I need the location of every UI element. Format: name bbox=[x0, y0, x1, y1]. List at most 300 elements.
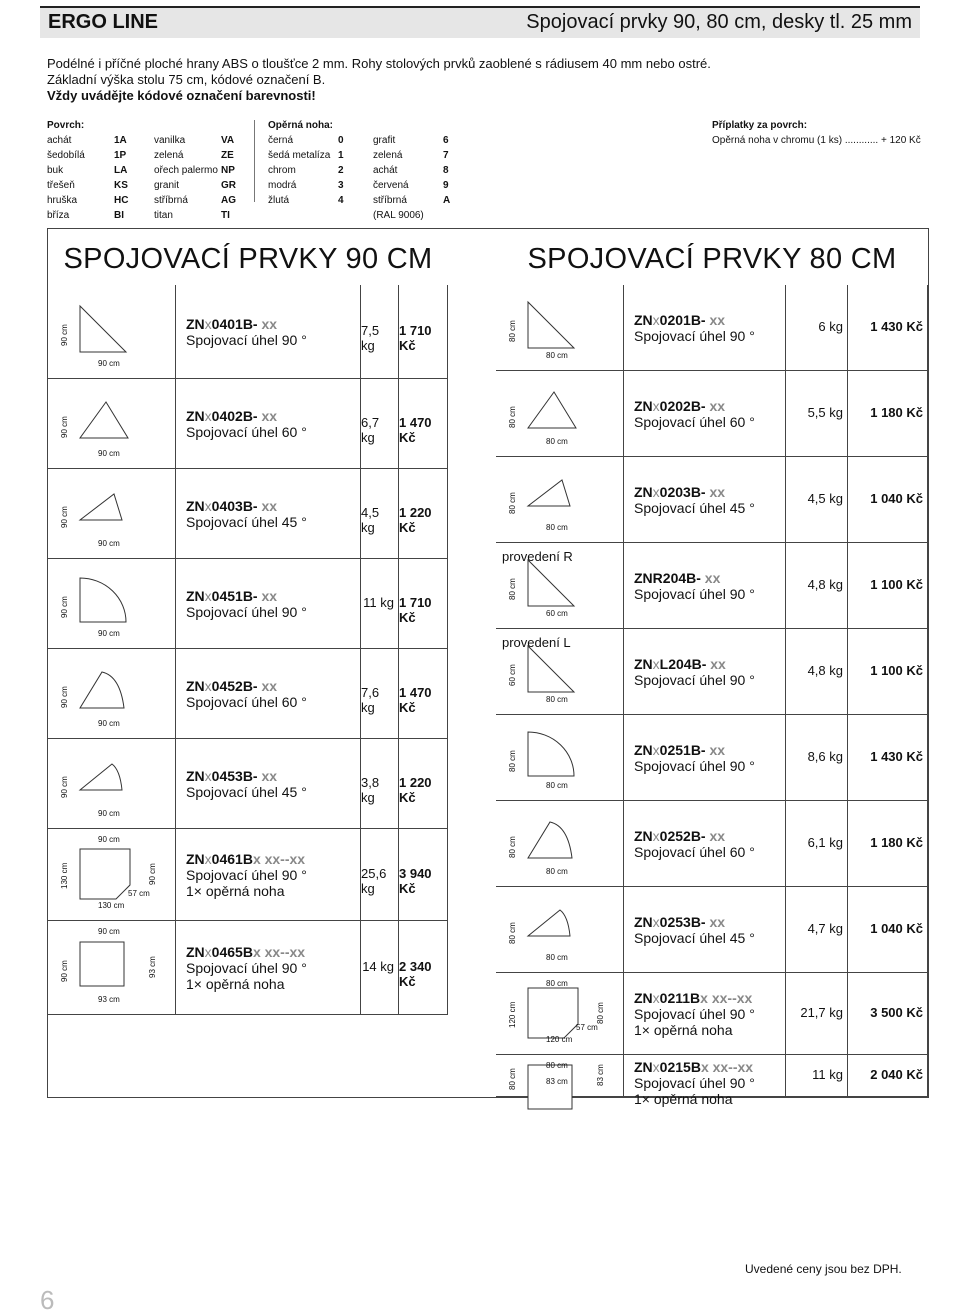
dimension-label: 130 cm bbox=[98, 901, 125, 910]
dimension-label: 83 cm bbox=[546, 1077, 568, 1086]
left-weight: 7,6 kg bbox=[361, 685, 380, 715]
right-product-code bbox=[634, 990, 755, 1038]
color-name: granit bbox=[154, 180, 180, 191]
right-weight: 8,6 kg bbox=[807, 749, 843, 764]
color-name: buk bbox=[47, 165, 64, 176]
surcharge-block bbox=[712, 118, 921, 148]
left-price: 1 220 Kč bbox=[399, 505, 432, 535]
code-variant: x bbox=[204, 678, 212, 694]
right-cell bbox=[848, 715, 928, 801]
dimension-label: 90 cm bbox=[98, 449, 120, 458]
dimension-label: 90 cm bbox=[98, 719, 120, 728]
dimension-label: 90 cm bbox=[60, 596, 69, 618]
right-cell bbox=[848, 1055, 928, 1097]
code-number: 0251B- bbox=[659, 742, 706, 758]
right-price: 3 500 Kč bbox=[870, 1005, 923, 1020]
leg-block bbox=[268, 118, 453, 223]
left-cell bbox=[176, 649, 361, 739]
right-price: 1 100 Kč bbox=[870, 577, 923, 592]
code-suffix: xx bbox=[257, 678, 278, 694]
code-prefix: ZN bbox=[186, 851, 205, 867]
right-cell bbox=[496, 457, 624, 543]
code-variant: x bbox=[652, 484, 660, 500]
code-variant: x bbox=[652, 656, 660, 672]
left-cell bbox=[176, 469, 361, 559]
price-list-row bbox=[47, 178, 251, 193]
code-line bbox=[634, 570, 755, 586]
code-line bbox=[186, 851, 307, 867]
color-name: černá bbox=[268, 135, 294, 146]
left-cell bbox=[399, 285, 448, 379]
product-description: Spojovací úhel 90 ° bbox=[186, 867, 307, 883]
tri90-shape-icon bbox=[76, 302, 146, 364]
dimension-label: 80 cm bbox=[546, 781, 568, 790]
color-name: ořech palermo bbox=[154, 165, 218, 176]
left-cell bbox=[361, 921, 399, 1015]
left-price: 1 220 Kč bbox=[399, 775, 432, 805]
left-price: 1 710 Kč bbox=[399, 323, 432, 353]
price-list-row bbox=[47, 163, 251, 178]
dimension-label: 90 cm bbox=[60, 506, 69, 528]
code-suffix: xx bbox=[257, 498, 278, 514]
product-extra: 1× opěrná noha bbox=[186, 976, 285, 992]
dimension-label: 90 cm bbox=[98, 629, 120, 638]
surface-title: Povrch: bbox=[47, 120, 85, 131]
sqr-shape-icon bbox=[524, 1061, 594, 1123]
right-cell bbox=[496, 801, 624, 887]
left-cell bbox=[361, 739, 399, 829]
left-cell bbox=[399, 559, 448, 649]
code-suffix: xx bbox=[705, 914, 726, 930]
product-extra: 1× opěrná noha bbox=[634, 1091, 733, 1107]
left-price: 1 470 Kč bbox=[399, 415, 432, 445]
code-number: 0202B- bbox=[659, 398, 706, 414]
left-cell bbox=[48, 469, 176, 559]
code-number: 0453B- bbox=[211, 768, 258, 784]
code-variant: x bbox=[652, 914, 660, 930]
color-name: vanilka bbox=[154, 135, 186, 146]
left-product-code bbox=[186, 768, 307, 800]
code-variant: x bbox=[204, 588, 212, 604]
right-cell bbox=[786, 715, 848, 801]
code-suffix: xx bbox=[705, 828, 726, 844]
code-suffix: xx bbox=[257, 408, 278, 424]
code-prefix: ZN bbox=[634, 312, 653, 328]
code-prefix: ZN bbox=[186, 678, 205, 694]
code-line bbox=[186, 316, 307, 332]
color-name: třešeň bbox=[47, 180, 75, 191]
variant-label: provedení L bbox=[502, 635, 571, 650]
right-cell bbox=[786, 543, 848, 629]
right-weight: 6,1 kg bbox=[807, 835, 843, 850]
left-cell bbox=[176, 921, 361, 1015]
right-cell bbox=[786, 457, 848, 543]
code-suffix: xx bbox=[706, 656, 726, 672]
code-prefix: ZN bbox=[634, 914, 653, 930]
color-name bbox=[268, 208, 338, 223]
right-product-code bbox=[634, 570, 755, 602]
dimension-label: 90 cm bbox=[60, 686, 69, 708]
code-line bbox=[186, 588, 307, 604]
left-weight: 7,5 kg bbox=[361, 323, 380, 353]
leg-table bbox=[268, 133, 453, 223]
dimension-label: 120 cm bbox=[546, 1035, 573, 1044]
section-title-80: SPOJOVACÍ PRVKY 80 CM bbox=[527, 243, 897, 275]
left-cell bbox=[361, 829, 399, 921]
left-cell bbox=[48, 285, 176, 379]
right-cell bbox=[624, 457, 786, 543]
code-variant: x bbox=[652, 990, 660, 1006]
right-weight: 6 kg bbox=[818, 319, 843, 334]
code-prefix: ZN bbox=[634, 828, 653, 844]
right-cell bbox=[848, 629, 928, 715]
product-description: Spojovací úhel 90 ° bbox=[186, 960, 307, 976]
right-cell bbox=[496, 1055, 624, 1097]
code-number: 0253B- bbox=[659, 914, 706, 930]
left-cell bbox=[176, 285, 361, 379]
code-variant: x bbox=[204, 851, 212, 867]
right-cell bbox=[624, 629, 786, 715]
right-cell bbox=[624, 371, 786, 457]
dimension-label: 80 cm bbox=[596, 1002, 605, 1024]
color-code: 7 bbox=[443, 150, 449, 161]
right-product-code bbox=[634, 398, 755, 430]
color-name: (RAL 9006) bbox=[373, 210, 424, 221]
dimension-label: 80 cm bbox=[546, 867, 568, 876]
code-prefix: ZN bbox=[186, 768, 205, 784]
code-line bbox=[634, 312, 755, 328]
code-number: 0401B- bbox=[211, 316, 258, 332]
left-price: 1 710 Kč bbox=[399, 595, 432, 625]
code-number: 0203B- bbox=[659, 484, 706, 500]
footer-note: Uvedené ceny jsou bez DPH. bbox=[745, 1262, 902, 1276]
right-weight: 4,8 kg bbox=[807, 577, 843, 592]
page-number: 6 bbox=[40, 1285, 55, 1315]
dimension-label: 57 cm bbox=[576, 1023, 598, 1032]
color-name: šedobílá bbox=[47, 150, 85, 161]
product-description: Spojovací úhel 45 ° bbox=[186, 784, 307, 800]
code-prefix: ZN bbox=[186, 944, 205, 960]
code-number: L204B- bbox=[659, 656, 707, 672]
price-list-row bbox=[47, 193, 251, 208]
dimension-label: 90 cm bbox=[148, 863, 157, 885]
color-name: chrom bbox=[268, 165, 296, 176]
code-line bbox=[186, 944, 307, 960]
color-code: 1A bbox=[114, 135, 127, 146]
code-suffix: xx bbox=[257, 588, 278, 604]
color-code: ZE bbox=[221, 150, 234, 161]
variant-label: provedení R bbox=[502, 549, 573, 564]
color-name: šedá metalíza bbox=[268, 150, 331, 161]
code-variant: x bbox=[204, 408, 212, 424]
code-number: 0452B- bbox=[211, 678, 258, 694]
code-line bbox=[634, 828, 755, 844]
color-code: TI bbox=[221, 210, 230, 221]
left-cell bbox=[361, 285, 399, 379]
left-cell bbox=[361, 649, 399, 739]
left-cell bbox=[399, 649, 448, 739]
code-line bbox=[634, 742, 755, 758]
dimension-label: 90 cm bbox=[60, 960, 69, 982]
price-list-row bbox=[268, 133, 453, 148]
code-suffix: x xx--xx bbox=[252, 851, 306, 867]
price-list-row bbox=[268, 163, 453, 178]
dimension-label: 80 cm bbox=[508, 406, 517, 428]
right-cell bbox=[848, 285, 928, 371]
code-prefix: ZN bbox=[634, 398, 653, 414]
right-icon-wrap bbox=[524, 1061, 594, 1128]
dimension-label: 60 cm bbox=[546, 609, 568, 618]
dimension-label: 83 cm bbox=[596, 1064, 605, 1086]
dimension-label: 90 cm bbox=[98, 359, 120, 368]
code-number: R204B- bbox=[652, 570, 701, 586]
left-cell bbox=[361, 469, 399, 559]
right-product-code bbox=[634, 312, 755, 344]
code-number: 0451B- bbox=[211, 588, 258, 604]
color-name: stříbrná bbox=[154, 195, 188, 206]
price-list-row bbox=[268, 148, 453, 163]
left-cell bbox=[399, 829, 448, 921]
left-cell bbox=[48, 739, 176, 829]
color-code: HC bbox=[114, 195, 129, 206]
right-product-code bbox=[634, 742, 755, 774]
code-variant: x bbox=[204, 944, 212, 960]
code-variant: x bbox=[204, 316, 212, 332]
code-suffix: xx bbox=[257, 768, 278, 784]
right-cell bbox=[848, 801, 928, 887]
color-name: achát bbox=[373, 165, 398, 176]
right-cell bbox=[848, 973, 928, 1055]
product-extra: 1× opěrná noha bbox=[634, 1022, 733, 1038]
code-variant: x bbox=[204, 768, 212, 784]
dimension-label: 80 cm bbox=[546, 437, 568, 446]
code-prefix: ZN bbox=[634, 1059, 653, 1075]
code-suffix: x xx--xx bbox=[700, 990, 753, 1006]
dimension-label: 90 cm bbox=[98, 539, 120, 548]
dimension-label: 80 cm bbox=[546, 695, 568, 704]
code-suffix: x xx--xx bbox=[700, 1059, 754, 1075]
product-description: Spojovací úhel 90 ° bbox=[186, 332, 307, 348]
code-variant: x bbox=[652, 398, 660, 414]
right-cell bbox=[848, 887, 928, 973]
dimension-label: 93 cm bbox=[98, 995, 120, 1004]
color-code: 4 bbox=[338, 195, 344, 206]
dimension-label: 130 cm bbox=[60, 862, 69, 889]
product-description: Spojovací úhel 90 ° bbox=[634, 1006, 755, 1022]
code-prefix: ZN bbox=[634, 990, 653, 1006]
left-product-code bbox=[186, 678, 307, 710]
right-price: 1 180 Kč bbox=[870, 835, 923, 850]
product-table bbox=[47, 228, 929, 1107]
color-code: 6 bbox=[443, 135, 449, 146]
sqr-shape-icon bbox=[76, 938, 146, 1000]
code-variant: x bbox=[652, 1059, 660, 1075]
product-description: Spojovací úhel 90 ° bbox=[634, 328, 755, 344]
dimension-label: 80 cm bbox=[546, 1061, 568, 1070]
product-description: Spojovací úhel 60 ° bbox=[186, 694, 307, 710]
dimension-label: 80 cm bbox=[508, 836, 517, 858]
left-cell bbox=[48, 829, 176, 921]
left-weight: 25,6 kg bbox=[361, 866, 387, 896]
dimension-label: 80 cm bbox=[508, 320, 517, 342]
right-cell bbox=[848, 543, 928, 629]
left-cell bbox=[399, 469, 448, 559]
color-code: 0 bbox=[338, 135, 344, 146]
code-prefix: ZN bbox=[186, 316, 205, 332]
left-cell bbox=[399, 921, 448, 1015]
right-price: 1 100 Kč bbox=[870, 663, 923, 678]
right-cell bbox=[624, 715, 786, 801]
code-number: 0402B- bbox=[211, 408, 258, 424]
dimension-label: 57 cm bbox=[128, 889, 150, 898]
left-cell bbox=[48, 649, 176, 739]
right-cell bbox=[496, 973, 624, 1055]
right-product-code bbox=[634, 484, 755, 516]
code-number: 0461B bbox=[211, 851, 253, 867]
dimension-label: 80 cm bbox=[546, 953, 568, 962]
left-weight: 6,7 kg bbox=[361, 415, 380, 445]
tri60-shape-icon bbox=[76, 394, 146, 456]
dimension-label: 120 cm bbox=[508, 1001, 517, 1028]
right-price: 1 430 Kč bbox=[870, 749, 923, 764]
price-list-row bbox=[268, 208, 453, 223]
right-product-code bbox=[634, 828, 755, 860]
right-weight: 11 kg bbox=[812, 1067, 843, 1082]
price-list-row bbox=[47, 148, 251, 163]
dimension-label: 90 cm bbox=[60, 324, 69, 346]
color-name: zelená bbox=[154, 150, 184, 161]
color-code: LA bbox=[114, 165, 128, 176]
color-code bbox=[443, 208, 453, 223]
code-variant: x bbox=[204, 498, 212, 514]
dimension-label: 90 cm bbox=[98, 835, 120, 844]
color-code: BI bbox=[114, 210, 124, 221]
code-suffix: xx bbox=[705, 742, 726, 758]
code-line bbox=[634, 398, 755, 414]
code-line bbox=[186, 678, 307, 694]
arc90-shape-icon bbox=[76, 574, 146, 636]
right-cell bbox=[624, 1055, 786, 1107]
color-code: VA bbox=[221, 135, 235, 146]
dimension-label: 80 cm bbox=[546, 351, 568, 360]
dimension-label: 90 cm bbox=[60, 776, 69, 798]
right-cell bbox=[786, 1055, 848, 1097]
code-prefix: ZN bbox=[634, 570, 653, 586]
left-price: 3 940 Kč bbox=[399, 866, 432, 896]
right-product-code bbox=[634, 1059, 755, 1107]
surcharge-text: Opěrná noha v chromu (1 ks) ............ + 120 Kč bbox=[712, 135, 921, 146]
product-description: Spojovací úhel 90 ° bbox=[186, 604, 307, 620]
code-prefix: ZN bbox=[634, 742, 653, 758]
page-header bbox=[40, 6, 920, 38]
product-description: Spojovací úhel 45 ° bbox=[186, 514, 307, 530]
left-weight: 4,5 kg bbox=[361, 505, 380, 535]
dimension-label: 80 cm bbox=[546, 523, 568, 532]
right-cell bbox=[624, 973, 786, 1055]
color-code: KS bbox=[114, 180, 128, 191]
surface-table bbox=[47, 133, 251, 223]
left-weight: 11 kg bbox=[363, 595, 394, 610]
right-cell bbox=[848, 457, 928, 543]
color-name: stříbrná bbox=[373, 195, 407, 206]
dimension-label: 80 cm bbox=[508, 922, 517, 944]
product-description: Spojovací úhel 60 ° bbox=[186, 424, 307, 440]
left-cell bbox=[399, 739, 448, 829]
code-variant: x bbox=[652, 828, 660, 844]
brand-title: ERGO LINE bbox=[48, 11, 159, 33]
product-extra: 1× opěrná noha bbox=[186, 883, 285, 899]
color-name: bříza bbox=[47, 210, 70, 221]
section-title-90: SPOJOVACÍ PRVKY 90 CM bbox=[63, 243, 433, 275]
left-weight: 3,8 kg bbox=[361, 775, 380, 805]
left-product-code bbox=[186, 498, 307, 530]
left-product-code bbox=[186, 408, 307, 440]
left-cell bbox=[176, 829, 361, 921]
code-suffix: x xx--xx bbox=[252, 944, 306, 960]
color-code: NP bbox=[221, 165, 235, 176]
right-cell bbox=[496, 285, 624, 371]
code-variant: x bbox=[652, 312, 660, 328]
right-price: 1 430 Kč bbox=[870, 319, 923, 334]
color-name: zelená bbox=[373, 150, 403, 161]
right-weight: 21,7 kg bbox=[800, 1005, 843, 1020]
dimension-label: 80 cm bbox=[508, 492, 517, 514]
code-suffix: xx bbox=[705, 398, 726, 414]
right-price: 1 040 Kč bbox=[870, 921, 923, 936]
color-code: A bbox=[443, 195, 451, 206]
code-line bbox=[634, 1059, 755, 1075]
code-variant: x bbox=[652, 742, 660, 758]
code-line bbox=[186, 768, 307, 784]
right-price: 2 040 Kč bbox=[870, 1067, 923, 1082]
color-code: 1 bbox=[338, 150, 344, 161]
product-description: Spojovací úhel 60 ° bbox=[634, 414, 755, 430]
right-cell bbox=[624, 801, 786, 887]
right-cell bbox=[786, 801, 848, 887]
product-description: Spojovací úhel 90 ° bbox=[634, 1075, 755, 1091]
left-product-code bbox=[186, 851, 307, 899]
dimension-label: 60 cm bbox=[508, 664, 517, 686]
code-prefix: ZN bbox=[634, 656, 653, 672]
code-suffix: xx bbox=[705, 484, 726, 500]
right-cell bbox=[624, 887, 786, 973]
code-number: 0252B- bbox=[659, 828, 706, 844]
code-line bbox=[634, 914, 755, 930]
code-prefix: ZN bbox=[186, 588, 205, 604]
code-number: 0215B bbox=[659, 1059, 701, 1075]
dimension-label: 90 cm bbox=[60, 416, 69, 438]
intro-text bbox=[47, 56, 711, 104]
color-code: 3 bbox=[338, 180, 344, 191]
left-cell bbox=[361, 379, 399, 469]
left-product-code bbox=[186, 944, 307, 992]
price-list-row bbox=[268, 178, 453, 193]
color-code: GR bbox=[221, 180, 236, 191]
code-prefix: ZN bbox=[186, 408, 205, 424]
color-code: 9 bbox=[443, 180, 449, 191]
left-weight: 14 kg bbox=[362, 959, 394, 974]
code-suffix: xx bbox=[700, 570, 721, 586]
left-cell bbox=[176, 739, 361, 829]
color-code: AG bbox=[221, 195, 236, 206]
color-code: 8 bbox=[443, 165, 449, 176]
color-name: červená bbox=[373, 180, 409, 191]
left-cell bbox=[48, 379, 176, 469]
right-cell bbox=[786, 629, 848, 715]
right-product-code bbox=[634, 656, 755, 688]
divider bbox=[254, 120, 255, 202]
product-description: Spojovací úhel 90 ° bbox=[634, 672, 755, 688]
